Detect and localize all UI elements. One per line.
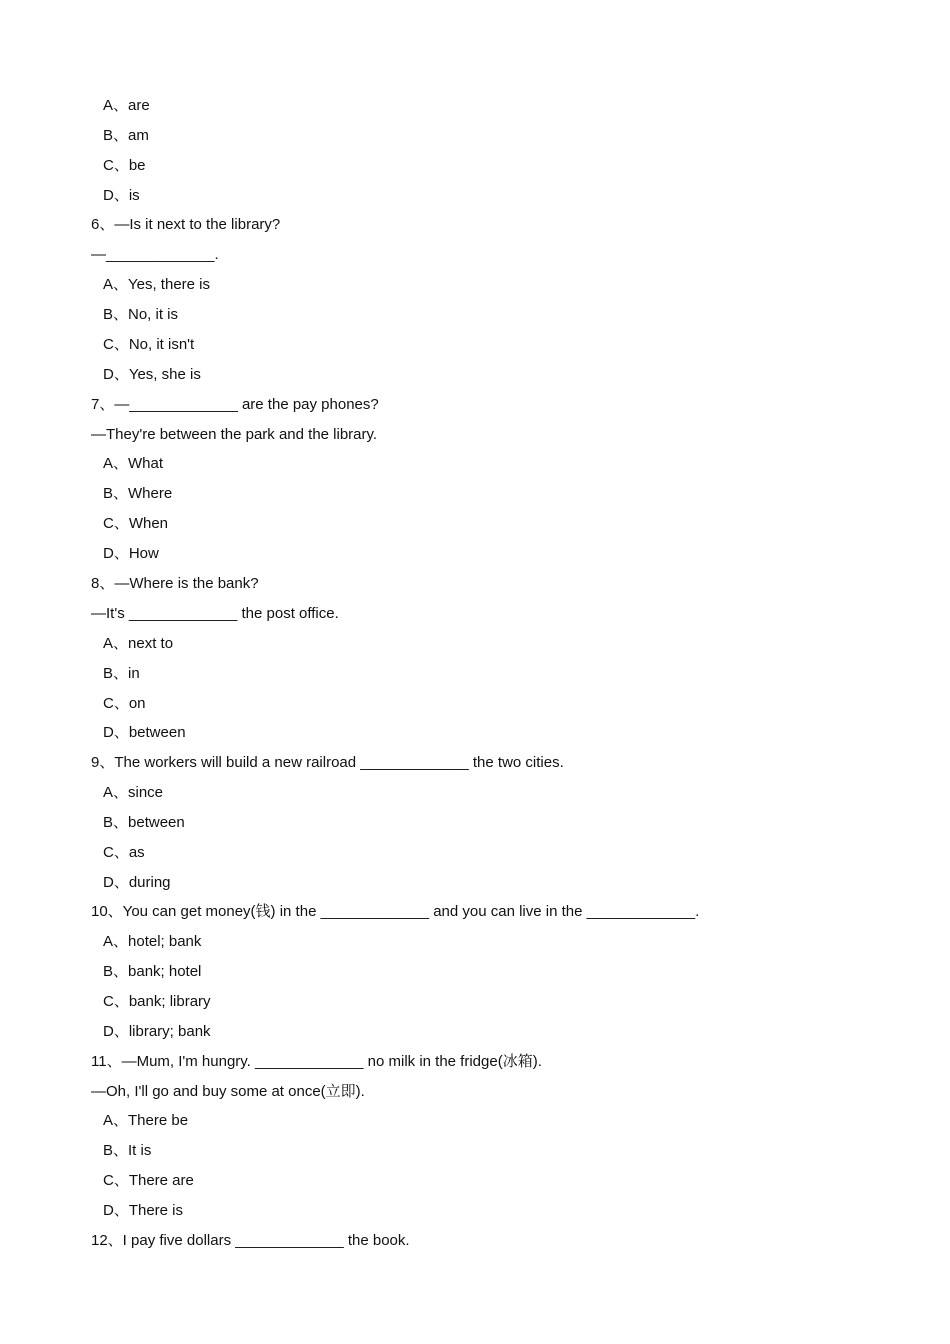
option-line: D、library; bank (103, 1023, 211, 1040)
option-line: D、Yes, she is (103, 366, 201, 383)
option-line: B、in (103, 665, 140, 682)
option-line: C、bank; library (103, 993, 211, 1010)
option-line: A、What (103, 455, 164, 472)
option-line: A、Yes, there is (103, 276, 210, 293)
option-line: B、between (103, 814, 185, 831)
question-line: 9、The workers will build a new railroad _____________ the two cities. (91, 754, 564, 771)
option-line: D、between (103, 724, 186, 741)
option-line: B、Where (103, 485, 173, 502)
option-line: C、No, it isn't (103, 336, 195, 353)
option-line: D、is (103, 187, 140, 204)
question-line: —_____________. (91, 246, 219, 263)
question-line: 10、You can get money(钱) in the _____________ and you can live in the _____________. (91, 903, 700, 920)
question-line: —They're between the park and the library. (91, 426, 378, 443)
option-line: A、There be (103, 1112, 189, 1129)
question-line: 12、I pay five dollars _____________ the book. (91, 1232, 410, 1249)
question-line: —It's _____________ the post office. (91, 605, 339, 622)
question-line: 8、—Where is the bank? (91, 575, 259, 592)
question-line: 6、—Is it next to the library? (91, 216, 281, 233)
option-line: B、It is (103, 1142, 152, 1159)
option-line: D、There is (103, 1202, 184, 1219)
option-line: A、hotel; bank (103, 933, 202, 950)
option-line: A、since (103, 784, 164, 801)
option-line: D、How (103, 545, 159, 562)
option-line: C、on (103, 695, 146, 712)
option-line: B、No, it is (103, 306, 179, 323)
option-line: C、There are (103, 1172, 194, 1189)
option-line: A、next to (103, 635, 174, 652)
question-line: 7、—_____________ are the pay phones? (91, 396, 379, 413)
option-line: C、be (103, 157, 146, 174)
question-line: —Oh, I'll go and buy some at once(立即). (91, 1083, 365, 1100)
option-line: C、When (103, 515, 169, 532)
option-line: D、during (103, 874, 171, 891)
option-line: C、as (103, 844, 145, 861)
option-line: A、are (103, 97, 150, 114)
option-line: B、bank; hotel (103, 963, 202, 980)
option-line: B、am (103, 127, 149, 144)
question-line: 11、—Mum, I'm hungry. _____________ no milk in the fridge(冰箱). (91, 1053, 542, 1070)
